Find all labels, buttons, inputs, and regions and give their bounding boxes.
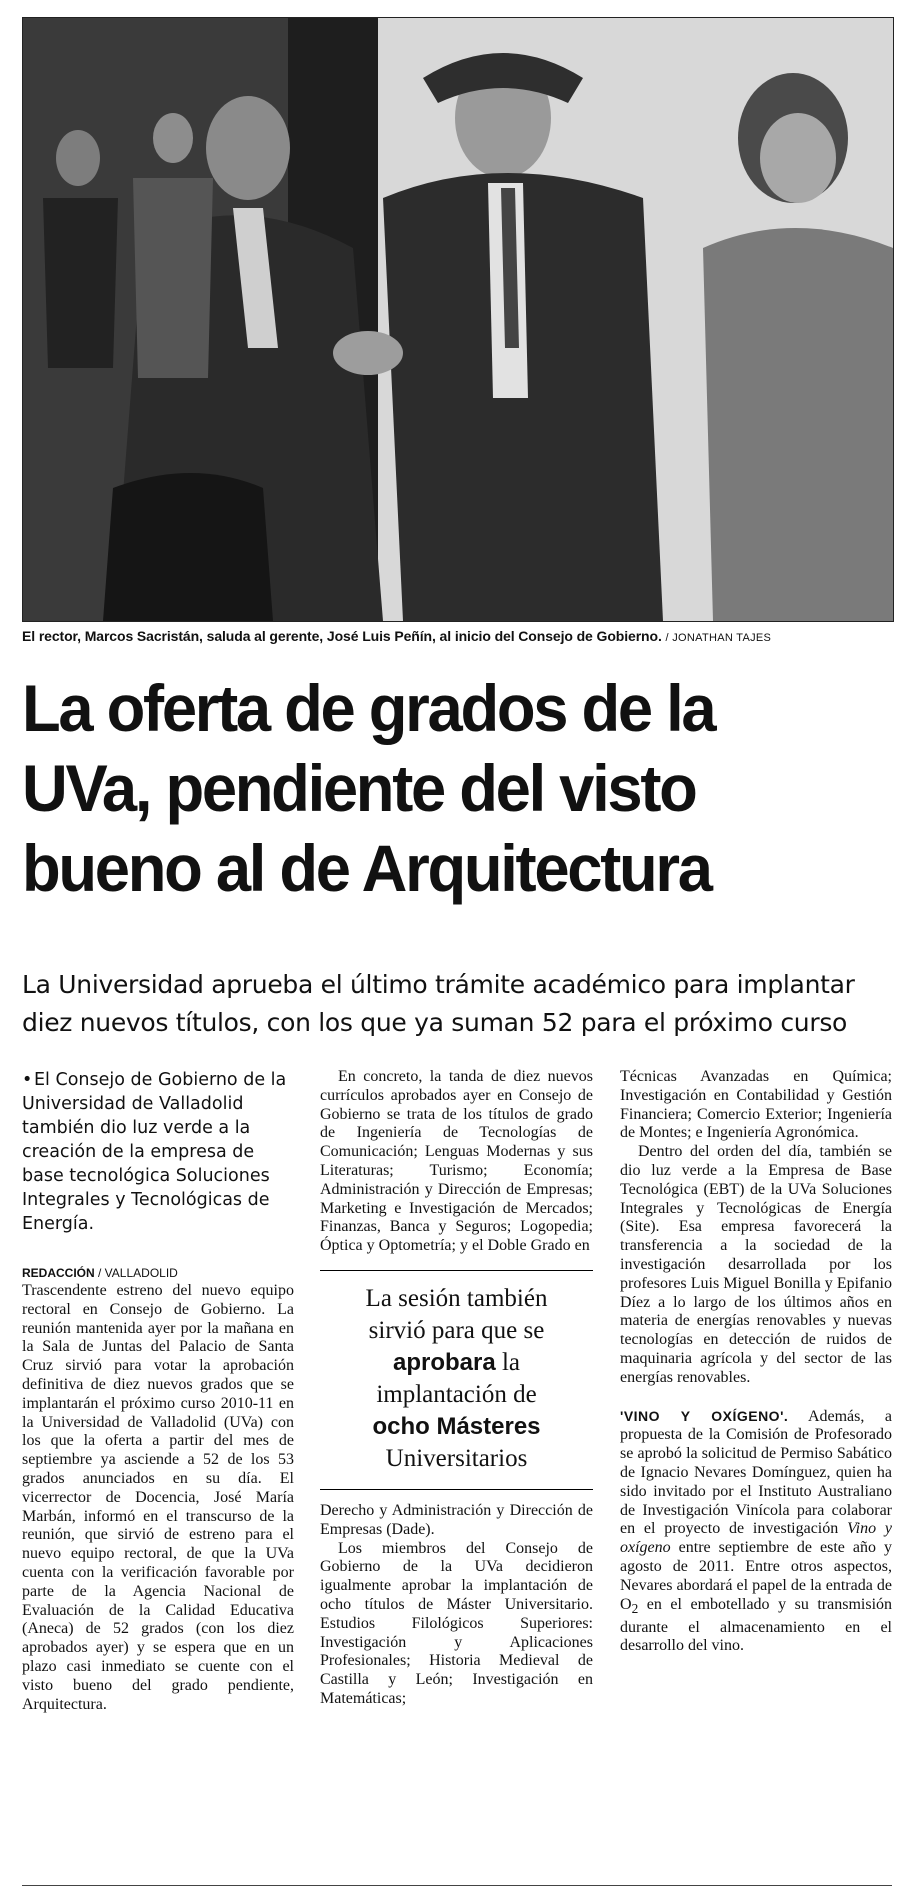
byline-author: REDACCIÓN (22, 1266, 95, 1280)
pull-quote (320, 1270, 593, 1490)
subhead-line-1: La Universidad aprueba el último trámite académico para implantar (22, 970, 855, 999)
headline-line-2: UVa, pendiente del visto (22, 751, 696, 825)
caption-text: El rector, Marcos Sacristán, saluda al gerente, José Luis Peñín, al inicio del Consejo de Gobierno. (22, 628, 662, 644)
headline-line-1: La oferta de grados de la (22, 671, 715, 745)
body-paragraph: Dentro del orden del día, también se dio luz verde a la Empresa de Base Tecnológica (EBT) de la UVa Soluciones Integrales y Tecnológicas de Energía (Site). Esa empresa favorecerá la transferencia a la sociedad de la investigación desarrollada por los profesores Luis Miguel Bonilla y Epifanio Díez a lo largo de los últimos años en materia de energías renovables y nuevas tecnologías en detección de ruidos de maquinaria agrícola y del sector de las energías renovables. (620, 1143, 892, 1386)
pull-quote-word: la (501, 1348, 520, 1376)
bullet-icon: • (22, 1070, 33, 1090)
section-kicker: 'VINO Y OXÍGENO'. (620, 1407, 789, 1424)
body-paragraph: Técnicas Avanzadas en Química; Investigación en Contabilidad y Gestión Financiera; Comercio Exterior; Ingeniería de Montes; e Ingeniería Agronómica. (620, 1068, 892, 1142)
column-2 (320, 1068, 593, 1709)
headline-line-3: bueno al de Arquitectura (22, 831, 711, 905)
byline-place: / VALLADOLID (98, 1266, 178, 1280)
photo-image-icon (23, 18, 893, 621)
paragraph-text: Además, a propuesta de la Comisión de Profesorado se aprobó la solicitud de Permiso Sabático de Ignacio Nevares Domínguez, quien ha sido invitado por el Instituto Australiano de Investigación Vinícola para colaborar en el proyecto de investigación (620, 1407, 893, 1538)
pull-quote-line: implantación de (376, 1380, 537, 1408)
subhead-line-2: diez nuevos títulos, con los que ya suman 52 para el próximo curso (22, 1008, 848, 1037)
pull-quote-line: ocho Másteres (372, 1412, 541, 1440)
pull-quote-line: sirvió para que se (368, 1316, 545, 1344)
photo-caption (22, 628, 902, 644)
pull-quote-line: Universitarios (385, 1444, 528, 1472)
body-paragraph: Derecho y Administración y Dirección de Empresas (Dade). (320, 1501, 593, 1538)
body-paragraph: En concreto, la tanda de diez nuevos currículos aprobados ayer en Consejo de Gobierno se trata de los títulos de grado de Ingeniería de Tecnologías de Comunicación; Lenguas Modernas y sus Literaturas; Turismo; Economía; Administración y Dirección de Empresas; Marketing e Investigación de Mercados; Finanzas, Banca y Seguros; Logopedia; Óptica y Optometría; y el Doble Grado en (320, 1068, 593, 1255)
photo-credit: / JONATHAN TAJES (665, 632, 772, 644)
body-paragraph: Los miembros del Consejo de Gobierno de la UVa decidieron igualmente aprobar la implantación de ocho títulos de Máster Universitario. Estudios Filológicos Superiores: Investigación y Aplicaciones Profesionales; Historia Medieval de Castilla y León; Investigación en Matemáticas; (320, 1539, 593, 1707)
pull-quote-emphasis: aprobara (393, 1348, 496, 1376)
subheadline (22, 966, 902, 1042)
paragraph-text: en el embotellado y su transmisión durante el almacenamiento en el desarrollo del vino. (620, 1595, 893, 1655)
news-photo (22, 17, 894, 622)
byline (22, 1264, 294, 1282)
lead-text: El Consejo de Gobierno de la Universidad de Valladolid también dio luz verde a la creación de la empresa de base tecnológica Soluciones Integrales y Tecnológicas de Energía. (22, 1070, 287, 1234)
pull-quote-line: La sesión también (365, 1284, 548, 1312)
column-1 (22, 1068, 294, 1714)
bottom-rule (22, 1885, 892, 1886)
project-title: Vino y oxígeno (620, 1520, 892, 1557)
headline (22, 668, 867, 908)
body-paragraph (620, 1407, 892, 1657)
lead-summary (22, 1068, 294, 1236)
paragraph-text: entre septiembre de este año y agosto de 2011. Entre otros aspectos, Nevares abordará el papel de la entrada de O (620, 1539, 892, 1613)
column-3 (620, 1068, 892, 1656)
pull-quote-line (326, 1347, 587, 1379)
body-paragraph: Trascendente estreno del nuevo equipo rectoral en Consejo de Gobierno. La reunión mantenida ayer por la mañana en la Sala de Juntas del Palacio de Santa Cruz sirvió para votar la aprobación definitiva de diez nuevos grados que se implantarán el próximo curso 2010-11 en la Universidad de Valladolid (UVa) con los que la oferta a partir del mes de septiembre ya asciende a 52 de los 53 grados anunciados en su día. El vicerrector de Docencia, José María Marbán, informó en el transcurso de la reunión, que sirvió de estreno para el nuevo equipo rectoral, de que la UVa cuenta con la verificación favorable por parte de la Agencia Nacional de Evaluación de la Calidad Educativa (Aneca) de 52 grados (con los diez aprobados ayer) y se espera que en un plazo casi inmediato se cuente con el visto bueno del grado pendiente, Arquitectura. (22, 1282, 294, 1713)
subscript: 2 (631, 1600, 639, 1616)
